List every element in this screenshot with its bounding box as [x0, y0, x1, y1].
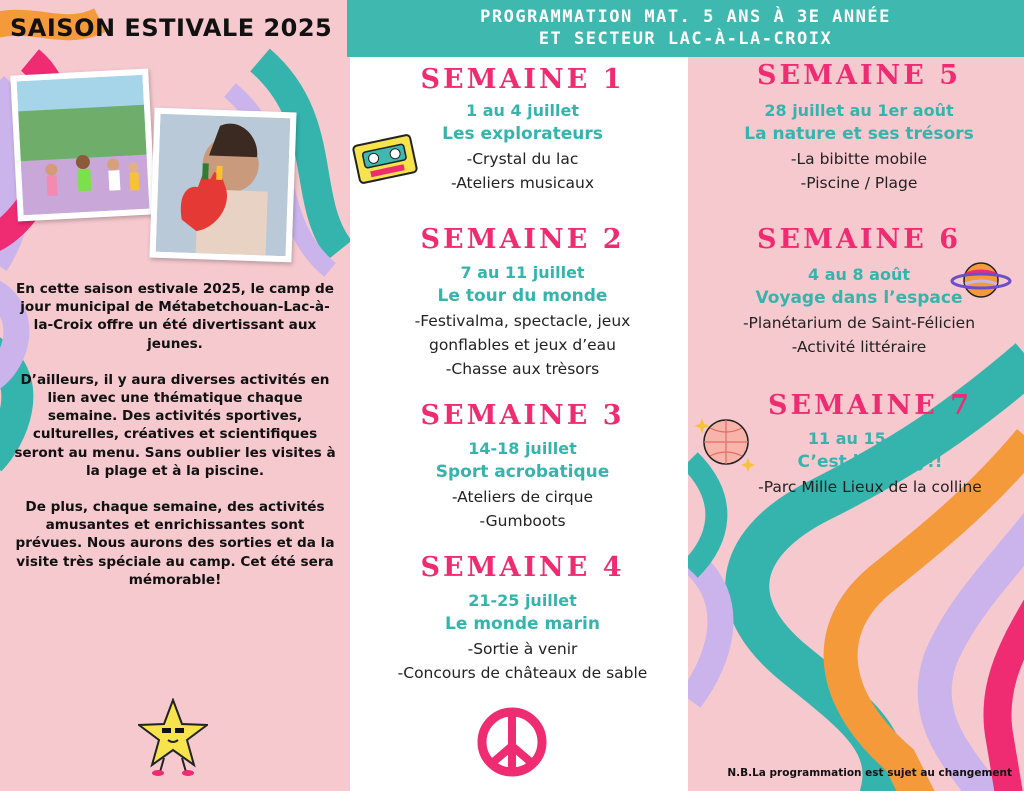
week-dates: 7 au 11 juillet	[460, 263, 585, 282]
photo-painted-hand	[149, 108, 296, 263]
week-title: SEMAINE 1	[420, 64, 625, 95]
week-dates: 1 au 4 juillet	[466, 101, 579, 120]
peace-sign-icon	[476, 706, 548, 778]
header-line-1: PROGRAMMATION MAT. 5 ANS À 3E ANNÉE	[480, 7, 891, 27]
week-activity: -Concours de châteaux de sable	[397, 664, 648, 682]
week-activity: -Festivalma, spectacle, jeux	[414, 312, 631, 330]
week-activity: -Ateliers de cirque	[451, 488, 594, 506]
week-activity: -Chasse aux trèsors	[445, 360, 600, 378]
week-activity: -Ateliers musicaux	[450, 174, 595, 192]
intro-paragraph-2: D’ailleurs, il y aura diverses activités en lien avec une thématique chaque semaine. Des activités sportives, culturelles, créatives et scientifiques seront au menu. Sans oublier les visites à la plage et à la piscine.	[14, 371, 336, 479]
week-theme: Les explorateurs	[442, 124, 603, 144]
week-2	[350, 224, 695, 381]
star-mascot-icon	[138, 698, 208, 776]
planet-icon	[950, 254, 1012, 306]
footer-note: N.B.La programmation est sujet au changement	[727, 767, 1012, 779]
week-activity: -Gumboots	[479, 512, 566, 530]
week-4	[350, 552, 695, 685]
week-theme: La nature et ses trésors	[744, 124, 974, 144]
program-header	[347, 6, 1024, 50]
week-activity: -Activité littéraire	[791, 338, 927, 356]
disco-ball-icon	[694, 410, 758, 474]
header-line-2: ET SECTEUR LAC-À-LA-CROIX	[538, 29, 833, 49]
week-title: SEMAINE 6	[757, 224, 961, 255]
week-title: SEMAINE 5	[757, 60, 961, 91]
week-title: SEMAINE 7	[768, 390, 972, 421]
week-7	[720, 390, 1020, 499]
week-activity: -Sortie à venir	[467, 640, 578, 658]
week-3	[350, 400, 695, 533]
intro-text	[12, 280, 338, 607]
week-theme: Voyage dans l’espace	[755, 288, 963, 308]
week-theme: Le monde marin	[445, 614, 600, 634]
left-title: SAISON ESTIVALE 2025	[10, 14, 333, 42]
week-title: SEMAINE 3	[420, 400, 625, 431]
week-theme: C’est le Party!!	[797, 452, 943, 472]
week-title: SEMAINE 2	[420, 224, 625, 255]
week-title: SEMAINE 4	[420, 552, 625, 583]
week-dates: 11 au 15 août	[807, 429, 933, 448]
week-dates: 4 au 8 août	[808, 265, 910, 284]
week-dates: 14-18 juillet	[468, 439, 577, 458]
week-activity: -Planétarium de Saint-Félicien	[742, 314, 976, 332]
photo-children-playing	[10, 68, 155, 221]
week-activity: -Parc Mille Lieux de la colline	[758, 478, 982, 496]
week-activity: -La bibitte mobile	[790, 150, 928, 168]
week-dates: 21-25 juillet	[468, 591, 577, 610]
week-theme: Sport acrobatique	[435, 462, 610, 482]
week-dates: 28 juillet au 1er août	[764, 101, 954, 120]
week-5	[698, 60, 1020, 195]
week-activity: -Piscine / Plage	[800, 174, 918, 192]
intro-paragraph-1: En cette saison estivale 2025, le camp de jour municipal de Métabetchouan-Lac-à-la-Croix offre un été divertissant aux jeunes.	[16, 281, 334, 352]
intro-paragraph-3: De plus, chaque semaine, des activités amusantes et enrichissantes sont prévues. Nous aurons des sorties et da la visite très spéciale au camp. Cet été sera mémorable!	[15, 499, 335, 588]
cassette-tape-icon	[352, 126, 418, 192]
week-activity: gonflables et jeux d’eau	[428, 336, 617, 354]
week-theme: Le tour du monde	[437, 286, 608, 306]
week-activity: -Crystal du lac	[466, 150, 579, 168]
